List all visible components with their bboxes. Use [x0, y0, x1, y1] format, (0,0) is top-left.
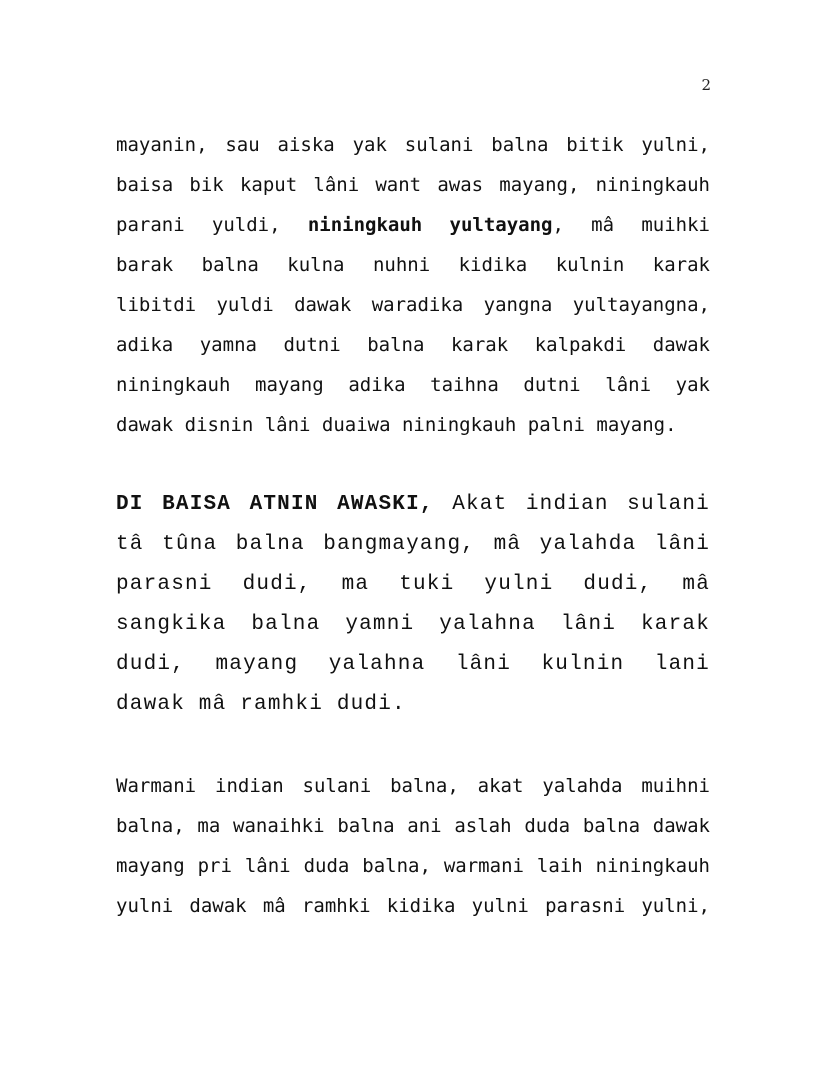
- paragraph-line: dawak disnin lâni duaiwa niningkauh palni mayang.: [116, 414, 677, 436]
- section-heading: DI BAISA ATNIN AWASKI,: [116, 493, 434, 516]
- paragraph-line: niningkauh mayang adika taihna dutni lâni yak: [116, 374, 710, 396]
- paragraph-line: barak balna kulna nuhni kidika kulnin karak: [116, 254, 710, 276]
- paragraph-line: baisa bik kaput lâni want awas mayang, niningkauh: [116, 174, 710, 196]
- page-number: 2: [701, 76, 711, 94]
- paragraph-3: [116, 766, 710, 926]
- text-run: parani yuldi,: [116, 214, 281, 236]
- paragraph-line: [116, 205, 710, 245]
- paragraph-line: libitdi yuldi dawak waradika yangna yultayangna,: [116, 294, 710, 316]
- paragraph-1: [116, 125, 710, 445]
- paragraph-line: mayanin, sau aiska yak sulani balna bitik yulni,: [116, 134, 710, 156]
- text-run: Akat indian sulani: [452, 493, 710, 516]
- paragraph-2: [116, 485, 710, 725]
- text-run: , mâ muihki: [552, 214, 710, 236]
- paragraph-line: tâ tûna balna bangmayang, mâ yalahda lâni: [116, 533, 710, 556]
- paragraph-line: dudi, mayang yalahna lâni kulnin lani: [116, 653, 710, 676]
- paragraph-line: dawak mâ ramhki dudi.: [116, 693, 406, 716]
- paragraph-line: Warmani indian sulani balna, akat yalahda muihni: [116, 775, 710, 797]
- paragraph-line: yulni dawak mâ ramhki kidika yulni parasni yulni,: [116, 895, 710, 917]
- paragraph-line: sangkika balna yamni yalahna lâni karak: [116, 613, 710, 636]
- paragraph-line: adika yamna dutni balna karak kalpakdi dawak: [116, 334, 710, 356]
- paragraph-line: parasni dudi, ma tuki yulni dudi, mâ: [116, 573, 710, 596]
- paragraph-line: mayang pri lâni duda balna, warmani laih niningkauh: [116, 855, 710, 877]
- paragraph-line: balna, ma wanaihki balna ani aslah duda balna dawak: [116, 815, 710, 837]
- paragraph-line: [116, 485, 710, 525]
- bold-phrase: niningkauh yultayang: [307, 214, 553, 236]
